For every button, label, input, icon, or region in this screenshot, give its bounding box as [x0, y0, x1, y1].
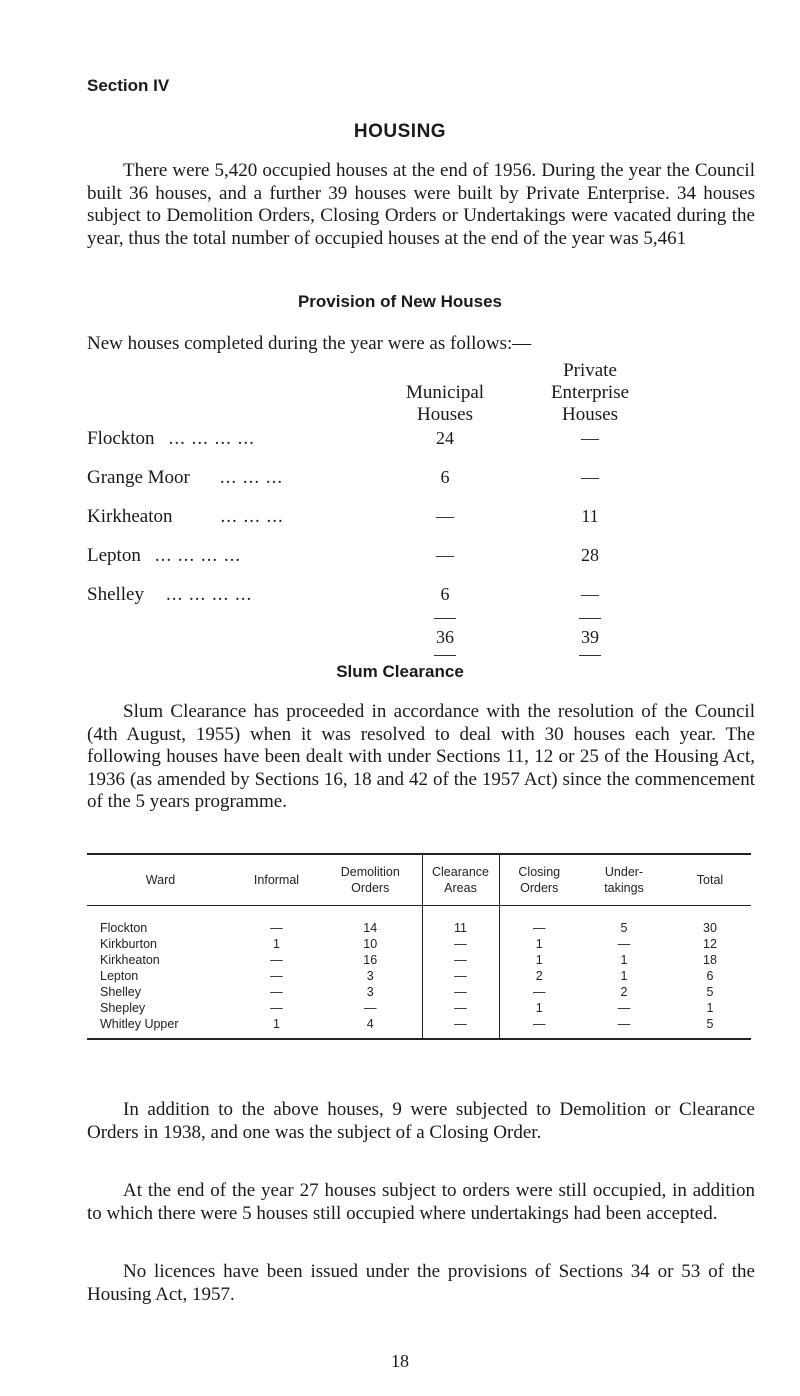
total-rule [579, 618, 601, 619]
place-name: Shelley ... ... ... ... [87, 584, 253, 605]
cell-total: 5 [706, 1017, 714, 1031]
page-number: 18 [391, 1351, 409, 1371]
cell-ward: Kirkburton [100, 937, 157, 951]
cell-demolition: 4 [366, 1017, 374, 1031]
municipal-value: — [436, 506, 454, 526]
table-row [87, 984, 751, 1000]
cell-closing: 1 [499, 936, 579, 952]
cell-clearance: — [422, 968, 499, 984]
cell-demolition: 10 [363, 937, 378, 951]
col-total: Total [669, 854, 751, 906]
cell-ward: Lepton [100, 969, 139, 983]
cell-total: 12 [703, 937, 717, 951]
private-total: 39 [581, 627, 599, 647]
header-line: Houses [562, 404, 618, 425]
cell-undertakings: — [617, 1001, 631, 1015]
cell-undertakings: 2 [620, 985, 628, 999]
paragraph-occupied: At the end of the year 27 houses subject to orders were still occupied, in addition to which there were 5 houses still occupied where undertakings had been accepted. [87, 1180, 755, 1224]
total-rule [434, 655, 456, 656]
cell-total: 5 [706, 985, 714, 999]
col-informal: Informal [234, 854, 319, 906]
cell-demolition: 3 [366, 969, 374, 983]
header-line: Municipal [405, 382, 485, 403]
cell-undertakings: — [617, 937, 631, 951]
col-undertakings [579, 854, 669, 906]
cell-demolition: 16 [363, 953, 378, 967]
cell-demolition: 3 [366, 985, 374, 999]
page-title: HOUSING [353, 121, 447, 142]
col-ward: Ward [87, 854, 234, 906]
col-clearance [422, 854, 499, 906]
table-row [87, 1000, 751, 1016]
header-line: takings [604, 881, 644, 895]
cell-closing: 2 [499, 968, 579, 984]
cell-ward: Shepley [100, 1001, 146, 1015]
cell-informal: — [270, 921, 283, 935]
header-line: Closing [518, 865, 561, 879]
cell-informal: — [270, 969, 283, 983]
cell-clearance: — [422, 952, 499, 968]
cell-closing: 1 [499, 952, 579, 968]
slum-paragraph: Slum Clearance has proceeded in accordance with the resolution of the Council (4th August, 1955) when it was resolved to deal with 30 houses each year. The following houses have been dealt with under Sections 11, 12 or 25 of the Housing Act, 1936 (as amended by Sections 16, 18 and 42 of the 1957 Act) since the commencement of the 5 years programme. [87, 701, 755, 812]
cell-clearance: — [422, 936, 499, 952]
place-name: Kirkheaton ... ... ... [87, 506, 284, 527]
table-row [87, 936, 751, 952]
header-line: Under- [604, 865, 644, 879]
cell-total: 6 [706, 969, 714, 983]
municipal-total: 36 [436, 627, 454, 647]
cell-clearance: — [422, 1000, 499, 1016]
municipal-value: 6 [440, 584, 450, 604]
header-line: Clearance [432, 865, 489, 879]
cell-closing: — [499, 906, 579, 937]
col-closing [499, 854, 579, 906]
private-value: 11 [581, 506, 599, 526]
cell-undertakings: 1 [620, 969, 628, 983]
header-line: Orders [351, 881, 390, 895]
cell-ward: Shelley [100, 985, 141, 999]
cell-closing: 1 [499, 1000, 579, 1016]
provision-heading: Provision of New Houses [297, 292, 503, 311]
header-line: Areas [444, 881, 477, 895]
paragraph-licences: No licences have been issued under the provisions of Sections 34 or 53 of the Housing Act, 1957. [87, 1261, 755, 1305]
cell-informal: 1 [273, 1017, 280, 1031]
cell-informal: — [270, 985, 283, 999]
section-label: Section IV [87, 76, 170, 95]
cell-undertakings: — [617, 1017, 631, 1031]
municipal-value: 24 [436, 428, 454, 448]
intro-paragraph: There were 5,420 occupied houses at the end of 1956. During the year the Council built 36 houses, and a further 39 houses were built by Private Enterprise. 34 houses subject to Demolition Orders, Closing Orders or Undertakings were vacated during the year, thus the total number of occupied houses at the end of the year was 5,461 [87, 160, 755, 249]
cell-ward: Whitley Upper [100, 1017, 179, 1031]
cell-undertakings: 5 [620, 921, 628, 935]
cell-closing: — [499, 1016, 579, 1039]
cell-informal: — [270, 1001, 283, 1015]
cell-informal: — [270, 953, 283, 967]
total-rule [579, 655, 601, 656]
table-header-row [87, 854, 751, 906]
header-line: Demolition [340, 865, 400, 879]
cell-clearance: 11 [422, 906, 499, 937]
cell-closing: — [499, 984, 579, 1000]
municipal-value: 6 [440, 467, 450, 487]
cell-informal: 1 [273, 937, 280, 951]
place-name: Lepton ... ... ... ... [87, 545, 242, 566]
cell-demolition: — [364, 1001, 377, 1015]
cell-clearance: — [422, 1016, 499, 1039]
table-row [87, 1016, 751, 1039]
provision-intro: New houses completed during the year were as follows:— [87, 333, 532, 354]
header-line: Orders [520, 881, 559, 895]
cell-ward: Flockton [100, 921, 148, 935]
header-line: Private [563, 360, 617, 381]
slum-clearance-table [87, 853, 751, 1040]
new-houses-header-private [520, 360, 660, 426]
cell-total: 30 [703, 921, 717, 935]
new-houses-header-municipal [375, 382, 515, 426]
municipal-value: — [436, 545, 454, 565]
place-name: Grange Moor ... ... ... [87, 467, 284, 488]
cell-total: 18 [703, 953, 717, 967]
table-row [87, 952, 751, 968]
header-line: Enterprise [550, 382, 630, 403]
private-value: — [581, 467, 599, 487]
private-value: — [581, 428, 599, 448]
slum-heading: Slum Clearance [336, 662, 464, 681]
table-row [87, 906, 751, 937]
cell-clearance: — [422, 984, 499, 1000]
cell-undertakings: 1 [620, 953, 628, 967]
col-demolition [319, 854, 422, 906]
paragraph-1938: In addition to the above houses, 9 were subjected to Demolition or Clearance Orders in 1938, and one was the subject of a Closing Order. [87, 1099, 755, 1143]
private-value: — [581, 584, 599, 604]
private-value: 28 [581, 545, 599, 565]
header-line: Houses [417, 404, 473, 425]
table-row [87, 968, 751, 984]
cell-demolition: 14 [363, 921, 378, 935]
total-rule [434, 618, 456, 619]
place-name: Flockton ... ... ... ... [87, 428, 255, 449]
cell-total: 1 [706, 1001, 714, 1015]
cell-ward: Kirkheaton [100, 953, 160, 967]
